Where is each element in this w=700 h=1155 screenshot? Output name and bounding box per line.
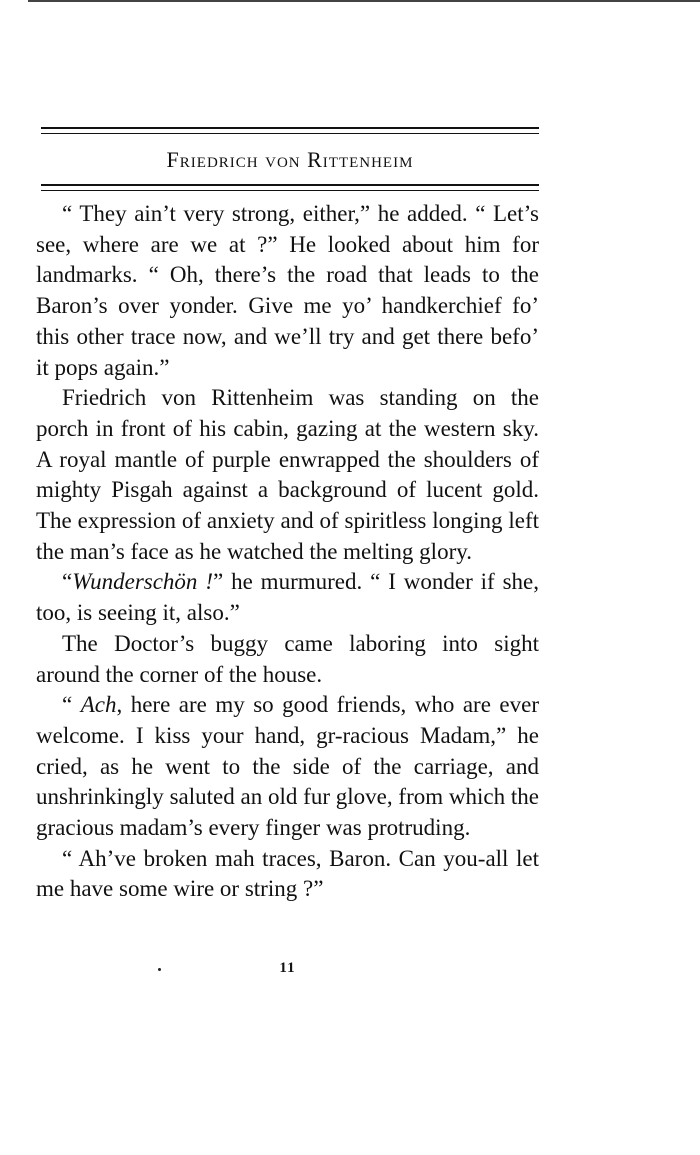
text-run: “ [62,569,73,595]
page-top-edge [28,0,700,7]
text-run: The Doctor’s buggy came laboring into sight around the corner of the house. [36,630,539,687]
paragraph [36,567,539,628]
running-head-block [41,127,539,191]
body-text [36,199,539,905]
paragraph [36,383,539,567]
italic-text: Wunderschön ! [72,569,213,595]
paragraph [36,844,539,905]
running-head: Friedrich von Rittenheim [166,147,414,172]
text-run: Friedrich von Rittenheim was standing on the porch in front of his cabin, gazing at the western sky. A royal mantle of purple enwrapped the shoulders of mighty Pisgah against a background of lucent gold. The expression of anxiety and of spiritless longing left the man’s face as he watched the melting glory. [36,385,539,564]
text-run: , here are my so good friends, who are ever welcome. I kiss your hand, gr-racious Madam,” he cried, as he went to the side of the carriage, and unshrinkingly saluted an old fur glove, from which the gracious madam’s every finger was protruding. [36,692,539,841]
text-run: “ Ah’ve broken mah traces, Baron. Can you-all let me have some wire or string ?” [36,845,539,902]
bottom-rule [41,184,539,191]
text-run: ” he murmured. “ I wonder if she, too, is seeing it, also.” [36,569,539,626]
paragraph [36,690,539,844]
text-run: “ They ain’t very strong, either,” he added. “ Let’s see, where are we at ?” He looked about him for landmarks. “ Oh, there’s the road that leads to the Baron’s over yonder. Give me yo’ handkerchief fo’ this other trace now, and we’ll try and get there befo’ it pops again.” [36,201,539,380]
text-run: “ [62,692,81,718]
italic-text: Ach [80,692,117,718]
paragraph [36,629,539,690]
page-number: 11 [279,960,296,976]
top-rule [41,127,539,134]
paragraph [36,199,539,383]
